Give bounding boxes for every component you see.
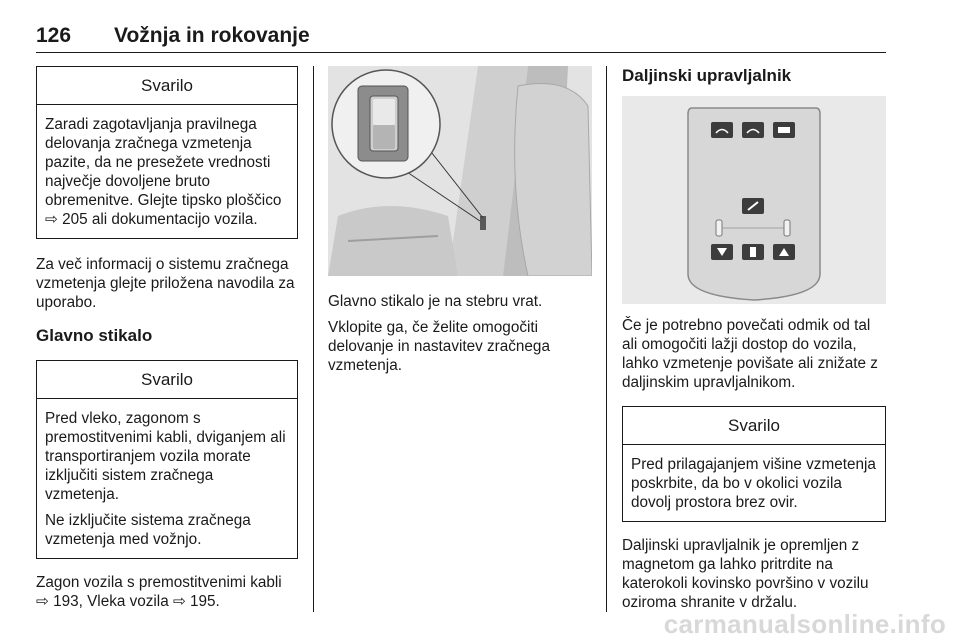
column-left bbox=[36, 66, 298, 611]
remote-control-illustration bbox=[622, 96, 886, 304]
main-switch-illustration bbox=[328, 66, 592, 276]
warning-text: Zaradi zagotavljanja pravilnega delovanja zračnega vzmetenja pazite, da ne presežete vrednosti največje dovoljene bruto obremenitve. Glejte tipsko ploščico ⇨ 205 ali dokumentacijo vozila. bbox=[45, 116, 282, 228]
warning-text: Pred vleko, zagonom s premostitvenimi kabli, dviganjem ali transportiranjem vozila morate izključiti sistem zračnega vzmetenja. bbox=[45, 410, 286, 503]
warning-title: Svarilo bbox=[623, 407, 885, 445]
paragraph: Daljinski upravljalnik je opremljen z magnetom ga lahko pritrdite na katerokoli kovinsko površino v vozilu oziroma shranite v držalu. bbox=[622, 537, 869, 611]
paragraph: Vklopite ga, če želite omogočiti delovanje in nastavitev zračnega vzmetenja. bbox=[328, 319, 550, 374]
remote-control-image bbox=[622, 96, 886, 304]
warning-title: Svarilo bbox=[37, 361, 297, 399]
column-divider bbox=[606, 66, 607, 612]
paragraph: Zagon vozila s premostitvenimi kabli ⇨ 193, Vleka vozila ⇨ 195. bbox=[36, 574, 282, 610]
column-right bbox=[622, 66, 886, 612]
paragraph: Za več informacij o sistemu zračnega vzmetenja glejte priložena navodila za uporabo. bbox=[36, 256, 295, 311]
warning-text: Ne izključite sistema zračnega vzmetenja med vožnjo. bbox=[45, 512, 251, 548]
watermark: carmanualsonline.info bbox=[663, 609, 946, 639]
section-heading: Daljinski upravljalnik bbox=[622, 66, 792, 85]
warning-box bbox=[36, 66, 298, 239]
warning-text: Pred prilagajanjem višine vzmetenja poskrbite, da bo v okolici vozila dovolj prostora brez ovir. bbox=[631, 456, 876, 511]
page-number: 126 bbox=[36, 24, 72, 47]
page-title: Vožnja in rokovanje bbox=[114, 24, 310, 47]
warning-box bbox=[622, 406, 886, 522]
warning-box bbox=[36, 360, 298, 559]
column-divider bbox=[313, 66, 314, 612]
door-pillar-switch-image bbox=[328, 66, 592, 276]
image-caption: Glavno stikalo je na stebru vrat. bbox=[328, 293, 543, 310]
paragraph: Če je potrebno povečati odmik od tal ali omogočiti lažji dostop do vozila, lahko vzmetenje povišate ali znižate z daljinskim upravljalnikom. bbox=[622, 317, 878, 391]
column-middle bbox=[328, 66, 592, 375]
section-heading: Glavno stikalo bbox=[36, 326, 153, 345]
warning-title: Svarilo bbox=[37, 67, 297, 105]
page-header bbox=[36, 22, 886, 53]
